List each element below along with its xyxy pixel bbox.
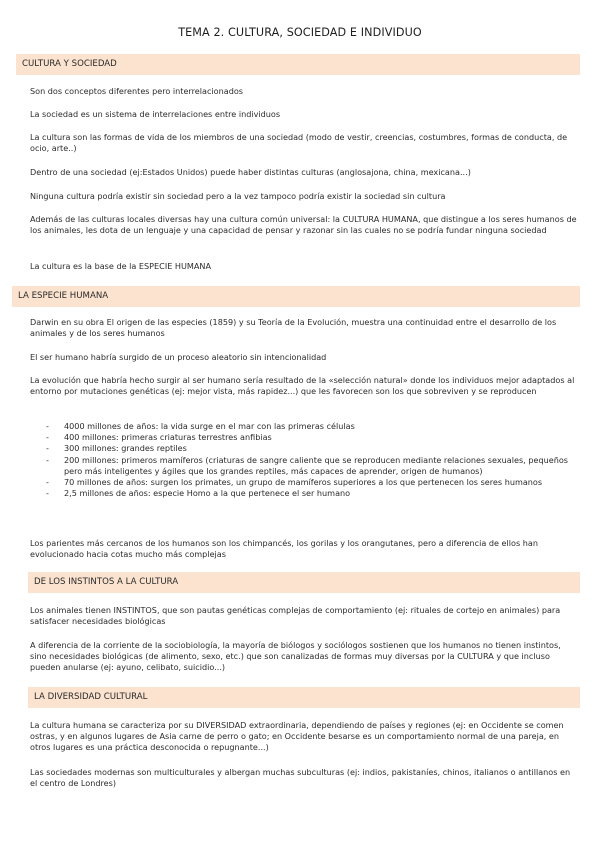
list-item: - 4000 millones de años: la vida surge en el mar con las primeras células bbox=[46, 421, 355, 431]
paragraph: El ser humano habría surgido de un proceso aleatorio sin intencionalidad bbox=[30, 352, 327, 362]
list-item: - 200 millones: primeros mamíferos (criaturas de sangre caliente que se reproducen mediante relaciones sexuales, pequeños pero más inteligentes y ágiles que los grandes reptiles, más capaces de aprender, origen de humanos) bbox=[46, 454, 568, 476]
list-item: - 70 millones de años: surgen los primates, un grupo de mamíferos superiores a los que pertenecen los seres humanos bbox=[46, 477, 543, 488]
section-heading-cultura-sociedad: CULTURA Y SOCIEDAD bbox=[16, 54, 580, 75]
paragraph: Dentro de una sociedad (ej:Estados Unidos) puede haber distintas culturas (anglosajona, china, mexicana...) bbox=[30, 167, 471, 177]
paragraph: Ninguna cultura podría existir sin sociedad pero a la vez tampoco podría existir la sociedad sin cultura bbox=[30, 191, 446, 201]
paragraph: Los animales tienen INSTINTOS, que son pautas genéticas complejas de comportamiento (ej: rituales de cortejo en animales) para satisfacer necesidades biológicas bbox=[30, 605, 561, 627]
list-item: - 400 millones: primeras criaturas terrestres anfibias bbox=[46, 432, 272, 443]
paragraph: Darwin en su obra El origen de las especies (1859) y su Teoría de la Evolución, muestra una continuidad entre el desarrollo de los animales y de los seres humanos bbox=[30, 317, 557, 339]
paragraph: A diferencia de la corriente de la sociobiología, la mayoría de biólogos y sociólogos sostienen que los humanos no tienen instintos, sino necesidades biológicas (de alimento, sexo, etc.) que son canalizadas de formas muy diversas por la CULTURA y que incluso pueden anularse (ej: ayuno, celibato, suicidio...) bbox=[30, 640, 561, 673]
paragraph: La cultura son las formas de vida de los miembros de una sociedad (modo de vestir, creencias, costumbres, formas de conducta, de ocio, arte..) bbox=[30, 132, 568, 154]
paragraph: La evolución que habría hecho surgir al ser humano sería resultado de la «selección natural» donde los individuos mejor adaptados al entorno por mutaciones genéticas (ej: mejor vista, más rapidez...) que les favorecen son los que sobreviven y se reproducen bbox=[30, 375, 575, 397]
paragraph: La sociedad es un sistema de interrelaciones entre individuos bbox=[30, 109, 281, 119]
paragraph: Las sociedades modernas son multiculturales y albergan muchas subculturas (ej: indios, pakistaníes, chinos, italianos o antillanos en el centro de Londres) bbox=[30, 767, 571, 789]
section-heading-especie-humana: LA ESPECIE HUMANA bbox=[12, 286, 580, 307]
list-item: - 300 millones: grandes reptiles bbox=[46, 443, 187, 454]
section-heading-diversidad-cultural: LA DIVERSIDAD CULTURAL bbox=[28, 687, 580, 708]
paragraph: La cultura humana se caracteriza por su DIVERSIDAD extraordinaria, dependiendo de países y regiones (ej: en Occidente se comen ostras, y en algunos lugares de Asia carne de perro o gato; en Occidente besarse es un comportamiento normal de una pareja, en otros lugares es una práctica desconocida o repugnante...) bbox=[30, 720, 564, 753]
paragraph: Además de las culturas locales diversas hay una cultura común universal: la CULTURA HUMANA, que distingue a los seres humanos de los animales, les dota de un lenguaje y una capacidad de pensar y razonar sin las cuales no se podría fundar ninguna sociedad bbox=[30, 214, 577, 236]
page-title: TEMA 2. CULTURA, SOCIEDAD E INDIVIDUO bbox=[178, 26, 422, 39]
evolution-timeline-list bbox=[46, 421, 574, 499]
section-heading-instintos-cultura: DE LOS INSTINTOS A LA CULTURA bbox=[28, 572, 580, 593]
list-item: - 2,5 millones de años: especie Homo a la que pertenece el ser humano bbox=[46, 488, 351, 499]
paragraph: Los parientes más cercanos de los humanos son los chimpancés, los gorilas y los orangutanes, pero a diferencia de ellos han evolucionado hacia cotas mucho más complejas bbox=[30, 538, 538, 560]
paragraph: La cultura es la base de la ESPECIE HUMANA bbox=[30, 261, 212, 271]
paragraph: Son dos conceptos diferentes pero interrelacionados bbox=[30, 86, 243, 96]
